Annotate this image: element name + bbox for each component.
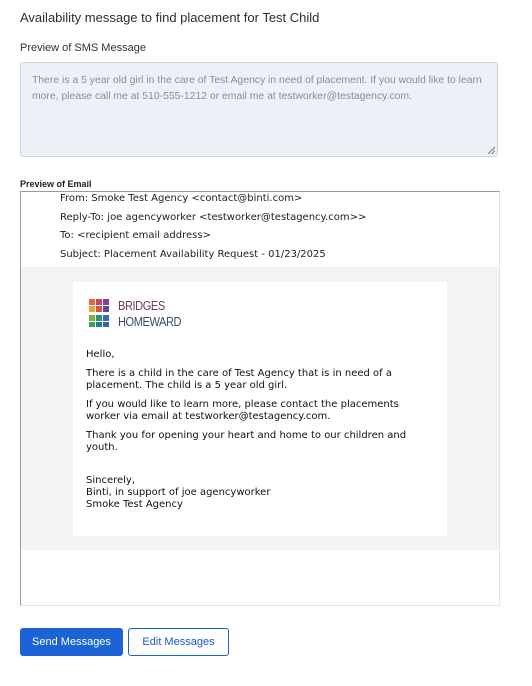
email-preview-label: Preview of Email [20, 179, 92, 189]
send-messages-button[interactable]: Send Messages [20, 628, 123, 656]
email-to: To: <recipient email address> [60, 230, 211, 241]
email-from: From: Smoke Test Agency <contact@binti.com> [60, 193, 303, 204]
email-preview-frame[interactable] [20, 191, 500, 606]
email-paragraph-3: Thank you for opening your heart and home to our children and youth. [86, 430, 407, 453]
resize-grip-icon[interactable] [487, 146, 495, 154]
sms-preview-text: There is a 5 year old girl in the care of Test Agency in need of placement. If you would like to learn more, please call me at 510-555-1212 or email me at testworker@testagency.com. [32, 75, 482, 102]
brand-logo [89, 298, 209, 330]
email-signoff: Sincerely, [86, 475, 136, 486]
email-reply-to: Reply-To: joe agencyworker <testworker@testagency.com>> [60, 212, 367, 223]
logo-mark-icon [89, 298, 117, 330]
email-paragraph-1: There is a child in the care of Test Agency that is in need of a placement. The child is a 5 year old girl. [86, 368, 392, 391]
sms-preview-label: Preview of SMS Message [20, 42, 146, 54]
page-title: Availability message to find placement for Test Child [20, 10, 320, 25]
email-subject: Subject: Placement Availability Request - 01/23/2025 [60, 249, 326, 260]
email-greeting: Hello, [86, 349, 115, 360]
logo-text-homeward: HOMEWARD [118, 314, 182, 329]
email-paragraph-2: If you would like to learn more, please contact the placements worker via email at testworker@testagency.com. [86, 399, 399, 422]
logo-text-bridges: BRIDGES [118, 298, 165, 313]
email-card [73, 282, 447, 536]
email-signature-line-2: Smoke Test Agency [86, 499, 183, 510]
sms-preview-textarea[interactable] [20, 62, 498, 157]
edit-messages-button[interactable]: Edit Messages [128, 628, 229, 656]
email-signature-line-1: Binti, in support of joe agencyworker [86, 487, 271, 498]
email-body-background [21, 267, 499, 550]
